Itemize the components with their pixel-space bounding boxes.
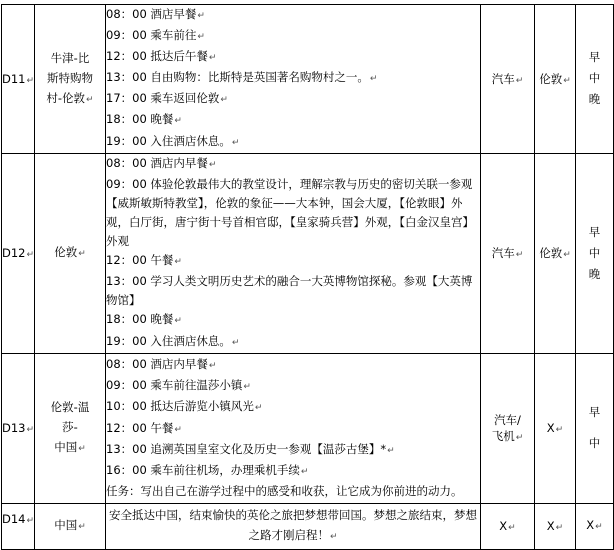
day-row-d12 [2, 153, 614, 353]
schedule-cell: 08：00 酒店内早餐↵ 09：00 体验伦敦最伟大的教堂设计，理解宗教与历史的密切关联一参观【威斯敏斯特教堂】，伦敦的象征——大本钟，国会大厦，【伦敦眼】外观，白厅街，唐宁街十号首相官邸，【皇家骑兵营】外观，【白金汉皇宫】外观 12：00 午餐↵ 13：00 学习人类文明历史艺术的融合一大英博物馆探秘。参观【大英博物馆】 18：00 晚餐↵ 19：00 入住酒店休息。↵ [106, 153, 481, 353]
schedule-cell: 08：00 酒店早餐↵ 09：00 乘车前往↵ 12：00 抵达后午餐↵ 13：00 自由购物：比斯特是英国著名购物村之一。↵ 17：00 乘车返回伦敦↵ 18：00 晚餐↵ 19：00 入住酒店休息。↵ [106, 5, 481, 154]
transport-cell: 汽车↵ [481, 153, 535, 353]
day-number: D11↵ [2, 5, 35, 154]
route-cell: 牛津-比 斯特购物 村-伦敦↵ [35, 5, 106, 154]
hotel-cell: X↵ [535, 503, 576, 549]
meals-cell: 早 中 [576, 353, 614, 503]
hotel-cell: 伦敦↵ [535, 5, 576, 154]
schedule-cell: 08：00 酒店内早餐↵ 09：00 乘车前往温莎小镇↵ 10：00 抵达后游览小镇风光↵ 12：00 午餐↵ 13：00 追溯英国皇室文化及历史一参观【温莎古堡】*↵ 16：00 乘车前往机场，办理乘机手续↵ 任务：写出自己在游学过程中的感受和收获，让它成为你前进的动力。 [106, 353, 481, 503]
hotel-cell: 伦敦↵ [535, 153, 576, 353]
schedule-cell: 安全抵达中国，结束愉快的英伦之旅把梦想带回国。梦想之旅结束，梦想之路才刚启程！↵ [106, 503, 481, 549]
day-row-d11 [2, 5, 614, 154]
transport-cell: 汽车↵ [481, 5, 535, 154]
day-number: D12↵ [2, 153, 35, 353]
route-cell: 中国↵ [35, 503, 106, 549]
meals-cell: 早 中 晚 [576, 153, 614, 353]
route-cell: 伦敦↵ [35, 153, 106, 353]
meals-cell: X↵ [576, 503, 614, 549]
day-row-d13 [2, 353, 614, 503]
day-number: D14↵ [2, 503, 35, 549]
day-row-d14 [2, 503, 614, 549]
itinerary-table [1, 4, 614, 550]
transport-cell: X↵ [481, 503, 535, 549]
transport-cell: 汽车/ 飞机↵ [481, 353, 535, 503]
meals-cell: 早 中 晚 [576, 5, 614, 154]
route-cell: 伦敦-温 莎- 中国↵ [35, 353, 106, 503]
day-number: D13↵ [2, 353, 35, 503]
hotel-cell: X↵ [535, 353, 576, 503]
